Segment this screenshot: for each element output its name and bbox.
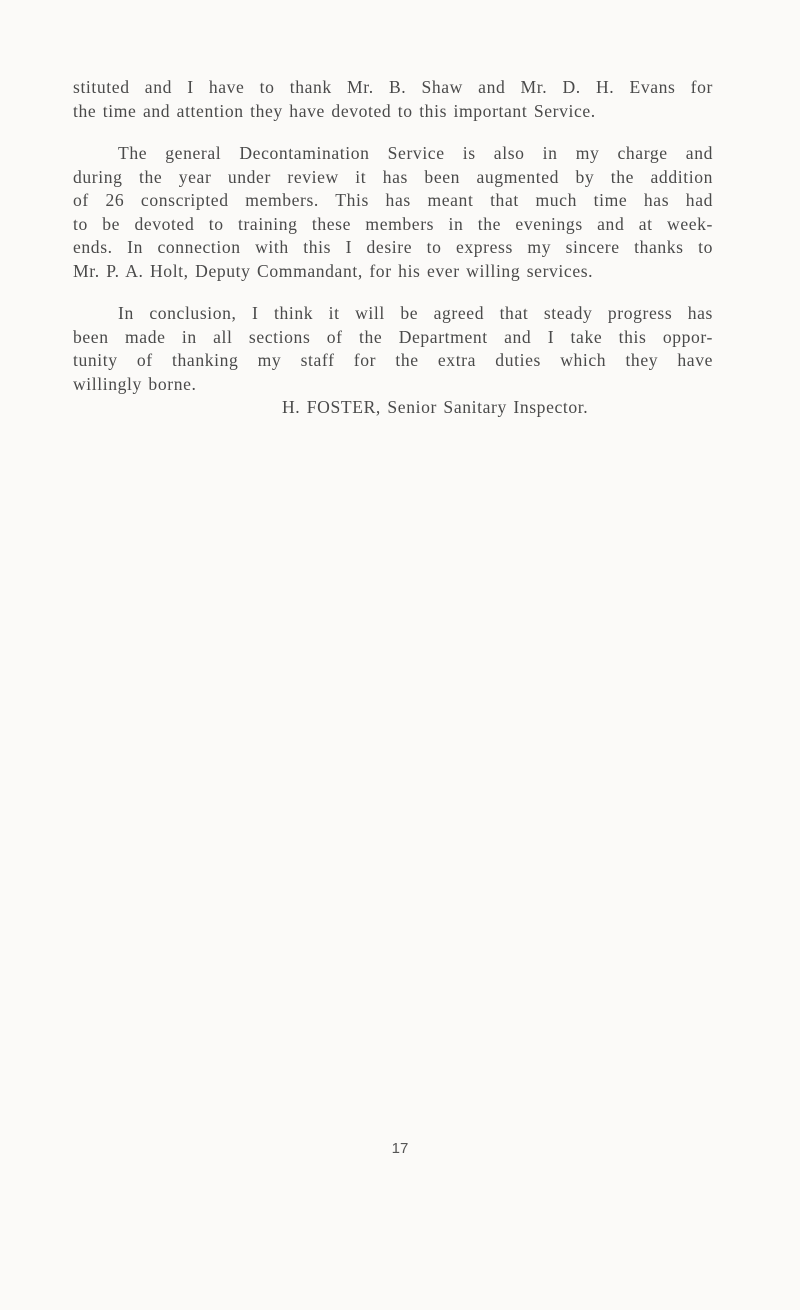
- text-line: been made in all sections of the Department and I take this oppor-: [73, 326, 713, 347]
- text-line: of 26 conscripted members. This has meant that much time has had: [73, 190, 713, 210]
- text-line: tunity of thanking my staff for the extra duties which they have: [73, 350, 713, 370]
- paragraph-3: [73, 302, 713, 396]
- paragraph-2: [73, 142, 713, 283]
- text-line: In conclusion, I think it will be agreed that steady progress has: [118, 303, 713, 323]
- text-line: stituted and I have to thank Mr. B. Shaw and Mr. D. H. Evans for: [73, 77, 713, 97]
- signature: H. FOSTER, Senior Sanitary Inspector.: [282, 397, 589, 417]
- text-line: Mr. P. A. Holt, Deputy Commandant, for his ever willing services.: [73, 260, 594, 281]
- text-line: to be devoted to training these members in the evenings and at week-: [73, 213, 713, 234]
- text-line: willingly borne.: [73, 373, 197, 394]
- page-number: 17: [391, 1140, 409, 1157]
- text-line: the time and attention they have devoted to this important Service.: [73, 100, 596, 121]
- text-line: The general Decontamination Service is also in my charge and: [118, 143, 713, 163]
- text-line: ends. In connection with this I desire to express my sincere thanks to: [73, 237, 713, 257]
- text-line: during the year under review it has been augmented by the addition: [73, 166, 713, 187]
- document-body: [73, 76, 713, 420]
- paragraph-1: [73, 76, 713, 123]
